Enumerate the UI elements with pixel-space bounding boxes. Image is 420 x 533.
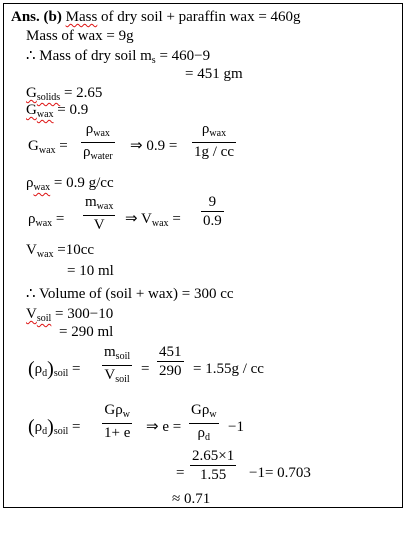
- dry-density-result: = 1.55g / cc: [193, 361, 264, 377]
- rho-wax-num2: ρ: [201, 121, 210, 137]
- dry-soil-text: Mass of dry soil m: [39, 48, 152, 64]
- mass-total-text: of dry soil + paraffin wax = 460g: [97, 9, 301, 25]
- rho-ratio-fraction: [81, 121, 115, 166]
- line-mass-wax: Mass of wax = 9g: [26, 28, 134, 44]
- rho-d-sub-2: d: [42, 426, 48, 437]
- g-rho-w-over-one-plus-e: [102, 402, 132, 442]
- g-rho-w-num: Gρ: [104, 402, 123, 418]
- answer-box: [3, 3, 403, 508]
- value-fraction: [157, 344, 184, 380]
- v-wax-implies-sub: wax: [151, 218, 169, 229]
- v-wax-symbol: V: [26, 242, 37, 258]
- dry-density-lhs: $(\rho_d)_{soil}$ =: [28, 358, 81, 380]
- value-num: 451: [159, 344, 182, 360]
- therefore-symbol: ∴: [26, 46, 36, 64]
- rho-d-sub: d: [42, 368, 48, 379]
- volume-soil-wax-text: Volume of (soil + wax) = 300 cc: [39, 286, 234, 302]
- dry-density-eq: =: [68, 361, 81, 377]
- g-wax-sub: wax: [36, 109, 54, 120]
- void-ratio-eq: =: [68, 419, 81, 435]
- line-v-wax-ml: = 10 ml: [67, 263, 114, 279]
- rho-wax-num2-sub: wax: [209, 128, 227, 139]
- m-soil-num-sub: soil: [115, 351, 131, 362]
- v-wax-implies: [125, 210, 181, 233]
- rho-wax-num-sub: wax: [93, 128, 110, 139]
- rho-water-den: ρ: [83, 144, 91, 160]
- g-rho-w-num-2: Gρ: [191, 402, 210, 418]
- rho-wax-lhs-sub: wax: [35, 218, 53, 229]
- line-volume-soil-wax: [26, 284, 234, 303]
- e-implies: ⇒ e =: [146, 419, 182, 435]
- g-solids-symbol: G: [26, 85, 37, 101]
- calc-den: 1.55: [199, 467, 227, 483]
- m-soil-over-v-soil: [102, 344, 132, 389]
- v-wax-eq: =10cc: [53, 242, 95, 258]
- v-soil-den: V: [104, 367, 116, 383]
- g-wax-symbol: G: [26, 102, 37, 118]
- v-wax-sub: wax: [36, 249, 54, 260]
- m-wax-num-sub: wax: [96, 201, 114, 212]
- g-wax-lhs: [28, 137, 68, 160]
- g-rho-w-num-2-sub: w: [209, 409, 217, 420]
- g-rho-w-num-sub: w: [122, 409, 130, 420]
- calc-fraction: [190, 448, 236, 484]
- soil-sub-2: soil: [53, 426, 69, 437]
- g-wax-lhs-eq: =: [55, 138, 68, 154]
- rho-d-den: ρ: [197, 425, 206, 441]
- soil-sub: soil: [53, 368, 69, 379]
- void-ratio-value-eq: =: [176, 465, 185, 481]
- nine-over-point-nine: [201, 194, 224, 230]
- answer-label: Ans. (b): [11, 9, 62, 25]
- g-rho-w-over-rho-d: [189, 402, 219, 447]
- dry-soil-sub: s: [151, 55, 156, 66]
- rho-wax-num: ρ: [85, 121, 94, 137]
- dry-soil-eq: = 460−9: [155, 48, 211, 64]
- v-wax-implies-text: ⇒ V: [125, 211, 152, 227]
- rho-wax-sub: wax: [33, 182, 51, 193]
- line-dry-soil-result: = 451 gm: [185, 66, 243, 82]
- value-den: 290: [159, 363, 182, 379]
- rho-wax-symbol: ρ: [26, 175, 34, 191]
- g-solids-eq: = 2.65: [60, 85, 103, 101]
- m-soil-num: m: [104, 344, 116, 360]
- line-dry-soil: [26, 46, 210, 70]
- line-v-wax: [26, 241, 94, 264]
- rho-water-den-sub: water: [90, 151, 113, 162]
- rho-d-symbol-2: ρ: [34, 419, 43, 435]
- m-wax-num: m: [85, 194, 97, 210]
- g-wax-eq: = 0.9: [53, 102, 89, 118]
- line-approx: ≈ 0.71: [172, 491, 211, 507]
- v-soil-eq: = 300−10: [51, 306, 114, 322]
- therefore-symbol-2: ∴: [26, 284, 36, 302]
- dry-density-eq2: =: [141, 361, 150, 377]
- calc-num: 2.65×1: [192, 448, 235, 464]
- void-ratio-lhs: $(\rho_d)_{soil}$ =: [28, 416, 81, 438]
- v-soil-sub: soil: [36, 313, 52, 324]
- rho-d-den-sub: d: [205, 432, 211, 443]
- line-v-soil-ml: = 290 ml: [59, 324, 114, 340]
- g-wax-implies: ⇒ 0.9 =: [130, 138, 178, 154]
- v-den: V: [93, 217, 105, 233]
- g-wax-lhs-sub: wax: [38, 145, 56, 156]
- rho-wax-lhs-symbol: ρ: [28, 211, 36, 227]
- g-wax-lhs-symbol: G: [28, 138, 39, 154]
- minus-one: −1: [228, 419, 244, 435]
- v-soil-symbol: V: [26, 306, 37, 322]
- rho-wax-eq: = 0.9 g/cc: [50, 175, 114, 191]
- rho-wax-lhs: [28, 210, 64, 233]
- rho-per-unit-fraction: [192, 121, 236, 161]
- rho-wax-lhs-eq: =: [52, 211, 65, 227]
- rho-d-symbol: ρ: [34, 361, 43, 377]
- v-soil-den-sub: soil: [115, 374, 130, 385]
- word-mass: Mass: [65, 9, 98, 25]
- void-ratio-result: −1= 0.703: [249, 465, 311, 481]
- one-plus-e-den: 1+ e: [104, 425, 131, 441]
- line-g-wax: [26, 101, 88, 124]
- nine-num: 9: [201, 194, 224, 212]
- unit-den: 1g / cc: [194, 144, 234, 160]
- point-nine-den: 0.9: [203, 213, 222, 229]
- v-wax-implies-eq: =: [168, 211, 181, 227]
- mass-volume-fraction: [83, 194, 115, 234]
- line-mass-total: [11, 8, 301, 26]
- g-solids-sub: solids: [36, 92, 61, 103]
